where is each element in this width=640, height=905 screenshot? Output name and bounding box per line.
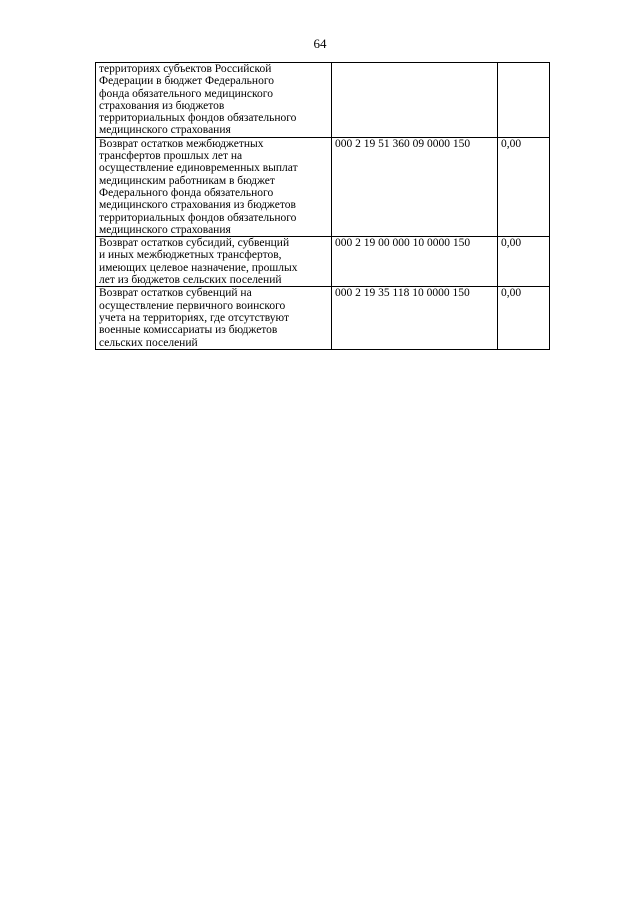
table-row: [96, 287, 550, 349]
page-number: 64: [313, 36, 327, 51]
name-line: учета на территориях, где отсутствуют: [99, 311, 290, 324]
name-line: территориях субъектов Российской: [99, 63, 272, 75]
name-line: медицинского страхования: [99, 124, 231, 137]
row-code-cell: 000 2 19 51 360 09 0000 150: [332, 137, 498, 236]
name-line: территориальных фондов обязательного: [99, 112, 297, 125]
name-line: трансфертов прошлых лет на: [99, 150, 243, 163]
row-amount-cell: 0,00: [498, 237, 550, 287]
name-line: имеющих целевое назначение, прошлых: [99, 261, 298, 274]
row-name-cell: [96, 137, 332, 236]
name-line: медицинского страхования из бюджетов: [99, 199, 296, 212]
row-name-cell: [96, 63, 332, 138]
name-line: Возврат остатков субвенций на: [99, 287, 252, 300]
name-line: медицинским работникам в бюджет: [99, 174, 275, 187]
name-line: осуществление первичного воинского: [99, 299, 286, 312]
row-amount-cell: [498, 63, 550, 138]
row-amount-cell: 0,00: [498, 287, 550, 349]
row-code-cell: 000 2 19 35 118 10 0000 150: [332, 287, 498, 349]
name-line: территориальных фондов обязательного: [99, 211, 297, 224]
name-line: фонда обязательного медицинского: [99, 87, 273, 100]
name-line: Возврат остатков субсидий, субвенций: [99, 237, 290, 250]
name-line: военные комиссариаты из бюджетов: [99, 324, 278, 337]
row-name-cell: [96, 287, 332, 349]
row-name-cell: [96, 237, 332, 287]
name-line: медицинского страхования: [99, 223, 231, 236]
name-line: страхования из бюджетов: [99, 99, 225, 112]
name-line: лет из бюджетов сельских поселений: [99, 274, 282, 287]
name-line: Федерального фонда обязательного: [99, 186, 274, 199]
name-line: осуществление единовременных выплат: [99, 162, 298, 175]
name-line: Возврат остатков межбюджетных: [99, 137, 264, 150]
table-row: [96, 137, 550, 236]
name-line: сельских поселений: [99, 336, 198, 349]
table-row: [96, 63, 550, 138]
name-line: Федерации в бюджет Федерального: [99, 75, 275, 88]
budget-table: [95, 62, 550, 350]
table-row: [96, 237, 550, 287]
row-code-cell: 000 2 19 00 000 10 0000 150: [332, 237, 498, 287]
row-code-cell: [332, 63, 498, 138]
row-amount-cell: 0,00: [498, 137, 550, 236]
name-line: и иных межбюджетных трансфертов,: [99, 249, 282, 262]
